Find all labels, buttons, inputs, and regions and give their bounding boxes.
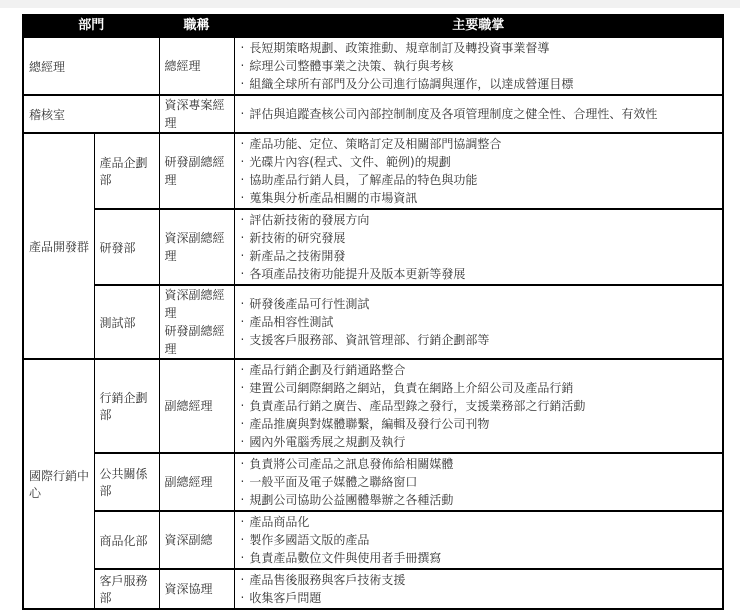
bullet-icon: ‧ xyxy=(240,231,245,245)
dept-cell: 總經理 xyxy=(23,37,159,95)
duties-cell xyxy=(234,511,723,569)
bullet-icon: ‧ xyxy=(240,267,245,281)
duty-text: 綜理公司整體事業之決策、執行與考核 xyxy=(249,59,454,73)
duty-text: 各項產品技術功能提升及版本更新等發展 xyxy=(249,267,466,281)
duty-text: 評估新技術的發展方向 xyxy=(249,213,370,227)
bullet-icon: ‧ xyxy=(240,363,245,377)
duty-text: 協助產品行銷人員，了解產品的特色與功能 xyxy=(249,173,478,187)
bullet-icon: ‧ xyxy=(240,475,245,489)
duty-text: 製作多國語文版的產品 xyxy=(249,533,370,547)
title-cell xyxy=(159,209,234,285)
bullet-icon: ‧ xyxy=(240,107,245,121)
duty-item xyxy=(241,247,718,265)
duty-item xyxy=(241,171,718,189)
header-cell-main-duties: 主要職掌 xyxy=(234,15,723,37)
duty-item xyxy=(241,433,718,451)
bullet-icon: ‧ xyxy=(240,41,245,55)
bullet-icon: ‧ xyxy=(240,435,245,449)
duty-text: 負責將公司產品之訊息發佈給相關媒體 xyxy=(249,457,454,471)
duty-item xyxy=(241,549,718,567)
duty-item xyxy=(241,397,718,415)
duty-item xyxy=(241,57,718,75)
title-cell xyxy=(159,285,234,359)
duties-cell xyxy=(234,453,723,511)
header-cell-job-title: 職稱 xyxy=(159,15,234,37)
duty-item xyxy=(241,571,718,589)
duty-text: 組織全球所有部門及分公司進行協調與運作，以達成營運目標 xyxy=(249,77,574,91)
duty-item xyxy=(241,531,718,549)
duty-text: 長短期策略規劃、政策推動、規章制訂及轉投資事業督導 xyxy=(249,41,550,55)
dept-cell: 商品化部 xyxy=(94,511,159,569)
bullet-icon: ‧ xyxy=(240,551,245,565)
duties-cell xyxy=(234,209,723,285)
table-row xyxy=(23,37,723,95)
page-top-strip xyxy=(0,0,740,8)
bullet-icon: ‧ xyxy=(240,457,245,471)
title-cell xyxy=(159,569,234,609)
title-cell xyxy=(159,359,234,453)
duty-text: 國內外電腦秀展之規劃及執行 xyxy=(249,435,406,449)
duty-text: 負責產品行銷之廣告、產品型錄之發行，支援業務部之行銷活動 xyxy=(249,399,586,413)
bullet-icon: ‧ xyxy=(240,297,245,311)
duty-item xyxy=(241,211,718,229)
title-cell xyxy=(159,453,234,511)
table-row xyxy=(23,133,723,209)
duty-text: 產品行銷企劃及行銷通路整合 xyxy=(249,363,406,377)
duties-cell xyxy=(234,95,723,133)
table-header-row xyxy=(23,15,723,37)
duty-item xyxy=(241,39,718,57)
title-cell xyxy=(159,37,234,95)
duty-item xyxy=(241,455,718,473)
duty-item xyxy=(241,295,718,313)
bullet-icon: ‧ xyxy=(240,333,245,347)
title-cell xyxy=(159,511,234,569)
duty-item xyxy=(241,75,718,93)
duty-text: 建置公司網際網路之網站，負責在網路上介紹公司及產品行銷 xyxy=(249,381,574,395)
header-cell-department: 部門 xyxy=(23,15,159,37)
bullet-icon: ‧ xyxy=(240,59,245,73)
dept-cell: 公共關係部 xyxy=(94,453,159,511)
dept-cell: 產品企劃部 xyxy=(94,133,159,209)
duty-item xyxy=(241,513,718,531)
duty-item xyxy=(241,379,718,397)
title-line: 資深協理 xyxy=(164,582,213,596)
duty-item xyxy=(241,331,718,349)
duty-item xyxy=(241,189,718,207)
bullet-icon: ‧ xyxy=(240,533,245,547)
duty-item xyxy=(241,229,718,247)
duty-text: 產品商品化 xyxy=(249,515,310,529)
duty-text: 產品推廣與對媒體聯繫，編輯及發行公司刊物 xyxy=(249,417,490,431)
title-cell xyxy=(159,133,234,209)
bullet-icon: ‧ xyxy=(240,381,245,395)
table-row xyxy=(23,511,723,569)
bullet-icon: ‧ xyxy=(240,191,245,205)
duty-text: 收集客戶問題 xyxy=(249,591,322,605)
bullet-icon: ‧ xyxy=(240,137,245,151)
duty-text: 產品相容性測試 xyxy=(249,315,334,329)
group-cell: 產品開發群 xyxy=(23,133,94,359)
duty-text: 支援客戶服務部、資訊管理部、行銷企劃部等 xyxy=(249,333,490,347)
title-line: 副總經理 xyxy=(164,399,213,413)
duty-text: 研發後產品可行性測試 xyxy=(249,297,370,311)
bullet-icon: ‧ xyxy=(240,213,245,227)
duty-text: 負責產品數位文件與使用者手冊撰寫 xyxy=(249,551,442,565)
group-cell: 國際行銷中心 xyxy=(23,359,94,609)
duties-cell xyxy=(234,285,723,359)
table-row xyxy=(23,95,723,133)
duties-cell xyxy=(234,569,723,609)
title-cell xyxy=(159,95,234,133)
bullet-icon: ‧ xyxy=(240,155,245,169)
table-row xyxy=(23,453,723,511)
bullet-icon: ‧ xyxy=(240,315,245,329)
duty-text: 產品功能、定位、策略訂定及相關部門協調整合 xyxy=(249,137,502,151)
table-row xyxy=(23,285,723,359)
bullet-icon: ‧ xyxy=(240,493,245,507)
dept-cell: 稽核室 xyxy=(23,95,159,133)
bullet-icon: ‧ xyxy=(240,515,245,529)
bullet-icon: ‧ xyxy=(240,417,245,431)
org-responsibility-table xyxy=(22,14,724,610)
duties-cell xyxy=(234,133,723,209)
duty-item xyxy=(241,473,718,491)
bullet-icon: ‧ xyxy=(240,591,245,605)
duty-text: 新技術的研究發展 xyxy=(249,231,346,245)
duties-cell xyxy=(234,37,723,95)
title-line: 研發副總經理 xyxy=(164,324,225,356)
duty-text: 新產品之技術開發 xyxy=(249,249,346,263)
duty-item xyxy=(241,153,718,171)
duty-item xyxy=(241,135,718,153)
duty-item xyxy=(241,415,718,433)
bullet-icon: ‧ xyxy=(240,399,245,413)
bullet-icon: ‧ xyxy=(240,77,245,91)
duty-text: 光碟片內容(程式、文件、範例)的規劃 xyxy=(249,155,451,169)
duty-text: 蒐集與分析產品相關的市場資訊 xyxy=(249,191,418,205)
title-line: 研發副總經理 xyxy=(164,155,225,187)
bullet-icon: ‧ xyxy=(240,249,245,263)
table-row xyxy=(23,569,723,609)
duty-text: 評估與追蹤查核公司內部控制制度及各項管理制度之健全性、合理性、有效性 xyxy=(249,107,658,121)
table-row xyxy=(23,209,723,285)
title-line: 資深專案經理 xyxy=(164,98,225,130)
duty-item xyxy=(241,105,718,123)
duty-item xyxy=(241,361,718,379)
bullet-icon: ‧ xyxy=(240,173,245,187)
duty-item xyxy=(241,265,718,283)
title-line: 資深副總 xyxy=(164,533,213,547)
duty-item xyxy=(241,313,718,331)
title-line: 資深副總經理 xyxy=(164,231,225,263)
duty-text: 產品售後服務與客戶技術支援 xyxy=(249,573,406,587)
duty-item xyxy=(241,491,718,509)
dept-cell: 研發部 xyxy=(94,209,159,285)
title-line: 資深副總經理 xyxy=(164,288,225,320)
dept-cell: 行銷企劃部 xyxy=(94,359,159,453)
title-line: 總經理 xyxy=(164,59,201,73)
title-line: 副總經理 xyxy=(164,475,213,489)
dept-cell: 客戶服務部 xyxy=(94,569,159,609)
bullet-icon: ‧ xyxy=(240,573,245,587)
dept-cell: 測試部 xyxy=(94,285,159,359)
duty-text: 規劃公司協助公益團體舉辦之各種活動 xyxy=(249,493,454,507)
duty-text: 一般平面及電子媒體之聯絡窗口 xyxy=(249,475,418,489)
table-row xyxy=(23,359,723,453)
duties-cell xyxy=(234,359,723,453)
duty-item xyxy=(241,589,718,607)
